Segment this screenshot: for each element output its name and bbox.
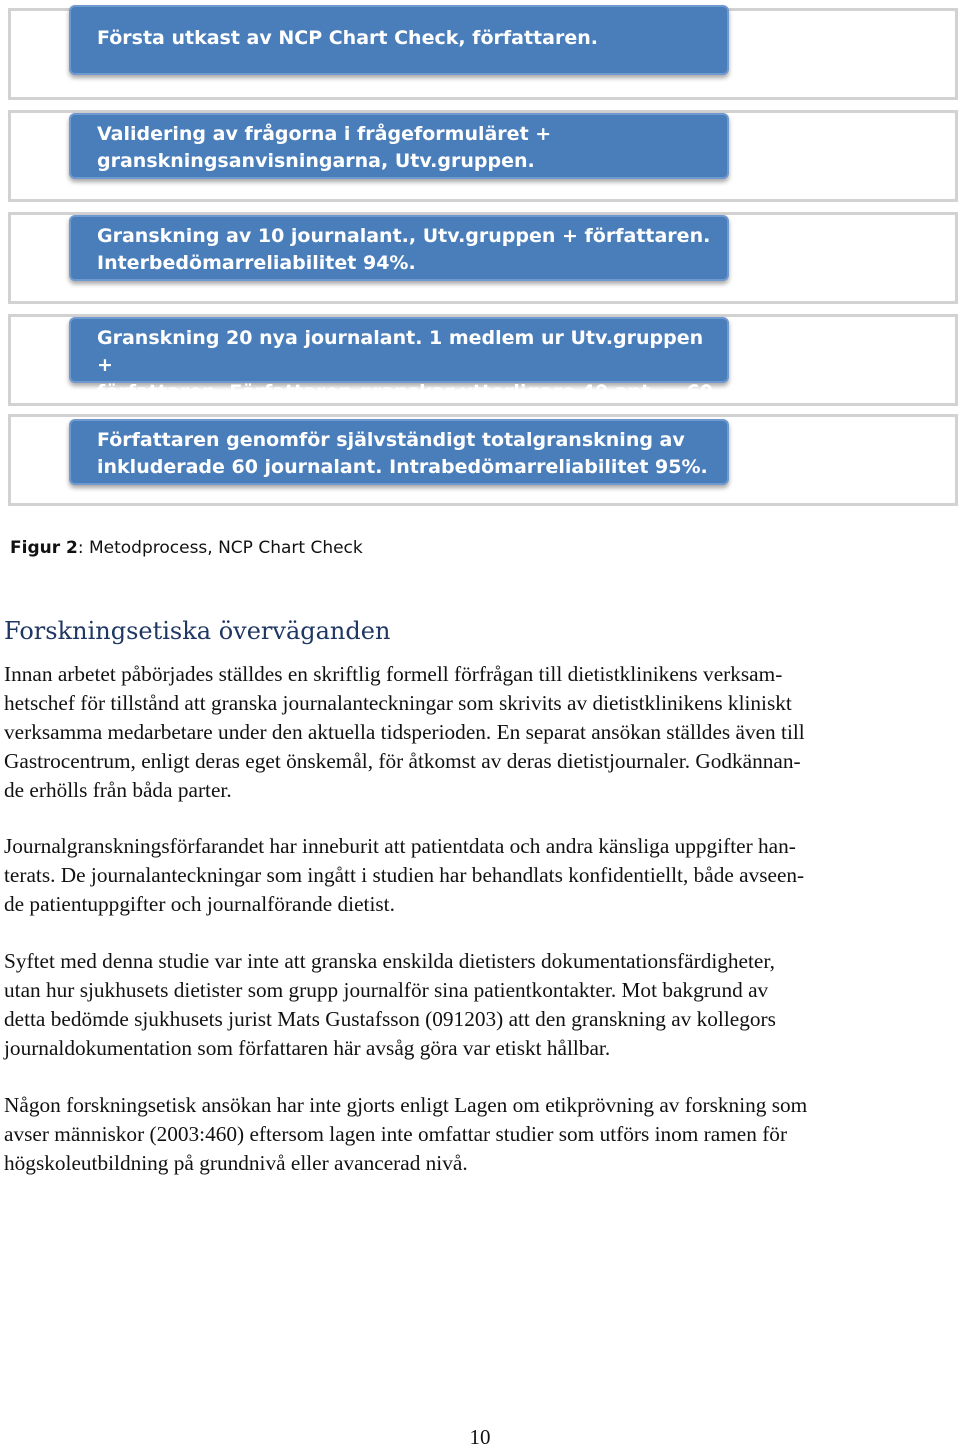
paragraph-3: Syftet med denna studie var inte att granska enskilda dietisters dokumentationsfärdigheter, utan hur sjukhusets dietister som grupp journalför sina patientkontakter. Mot bakgrund av detta bedömde sjukhusets jurist Mats Gustafsson (091203) att den granskning av kollegors journaldokumentation som författaren här avsåg göra var etiskt hållbar.	[4, 949, 776, 1060]
figure-caption-label: Figur 2	[10, 538, 78, 558]
figure-caption	[10, 538, 363, 558]
step-frame-2	[8, 110, 958, 202]
page-number: 10	[469, 1425, 491, 1449]
step-frame-1	[8, 8, 958, 100]
paragraph-4: Någon forskningsetisk ansökan har inte gjorts enligt Lagen om etikprövning av forskning som avser människor (2003:460) eftersom lagen inte omfattar studier som utförs inom ramen för högskoleutbildning på grundnivå eller avancerad nivå.	[4, 1093, 808, 1175]
paragraph-2: Journalgranskningsförfarandet har inneburit att patientdata och andra känsliga uppgifter han- terats. De journalanteckningar som ingått i studien har behandlats konfidentiellt, både avseen- de patientuppgifter och journalförande dietist.	[4, 834, 805, 916]
step-frame-3	[8, 212, 958, 304]
step-box-4: Granskning 20 nya journalant. 1 medlem ur Utv.gruppen + författaren. Författaren granskar ytterligare 40 ant. = 60	[69, 317, 729, 383]
step-box-5: Författaren genomför självständigt totalgranskning av inkluderade 60 journalant. Intrabedömarreliabilitet 95%.	[69, 419, 729, 485]
step-box-2: Validering av frågorna i frågeformuläret + granskningsanvisningarna, Utv.gruppen.	[69, 113, 729, 179]
paragraph-1: Innan arbetet påbörjades ställdes en skriftlig formell förfrågan till dietistklinikens verksam- hetschef för tillstånd att granska journalanteckningar som skrivits av dietistklinikens kliniskt verksamma medarbetare under den aktuella tidsperioden. En separat ansökan ställdes även till Gastrocentrum, enligt deras eget önskemål, för åtkomst av deras dietistjournaler. Godkännan- de erhölls från båda parter.	[4, 662, 805, 802]
step-box-1: Första utkast av NCP Chart Check, författaren.	[69, 5, 729, 75]
figure-caption-text: : Metodprocess, NCP Chart Check	[77, 538, 363, 558]
step-box-3: Granskning av 10 journalant., Utv.gruppen + författaren. Interbedömarreliabilitet 94%.	[69, 215, 729, 281]
step-frame-5	[8, 414, 958, 506]
step-frame-4	[8, 314, 958, 406]
section-heading: Forskningsetiska överväganden	[4, 617, 391, 645]
